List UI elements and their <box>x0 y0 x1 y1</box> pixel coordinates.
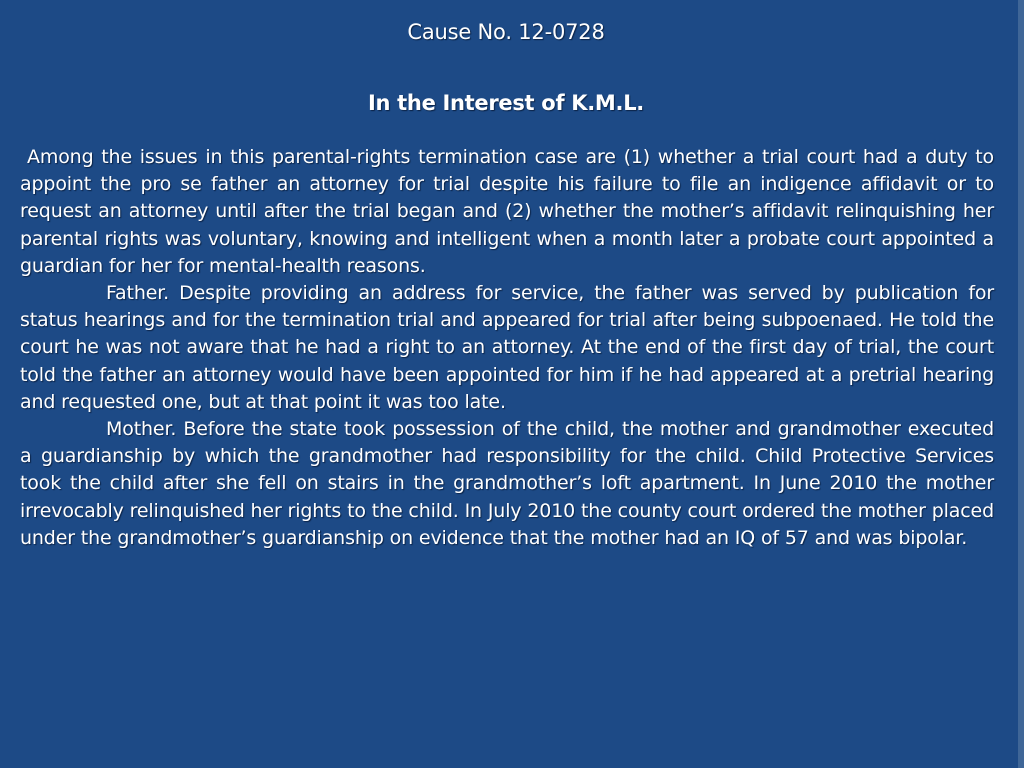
cause-number: Cause No. 12-0728 <box>407 20 605 44</box>
case-title: In the Interest of K.M.L. <box>368 91 644 115</box>
summary-paragraph-mother: Mother. Before the state took possession of the child, the mother and grandmother executed a guardianship by which the grandmother had responsibility for the child. Child Protective Services took the child after she fell on stairs in the grandmother’s loft apartment. In June 2010 the mother irrevocably relinquished her rights to the child. In July 2010 the county court ordered the mother placed under the grandmother’s guardianship on evidence that the mother had an IQ of 57 and was bipolar. <box>20 418 994 549</box>
slide-edge-strip <box>1018 0 1024 768</box>
summary-paragraph-father: Father. Despite providing an address for service, the father was served by publication for status hearings and for the termination trial and appeared for trial after being subpoenaed. He told the court he was not aware that he had a right to an attorney. At the end of the first day of trial, the court told the father an attorney would have been appointed for him if he had appeared at a pretrial hearing and requested one, but at that point it was too late. <box>20 282 994 413</box>
case-summary <box>20 144 994 552</box>
summary-paragraph-issues: Among the issues in this parental-rights termination case are (1) whether a trial court had a duty to appoint the pro se father an attorney for trial despite his failure to file an indigence affidavit or to request an attorney until after the trial began and (2) whether the mother’s affidavit relinquishing her parental rights was voluntary, knowing and intelligent when a month later a probate court appointed a guardian for her for mental-health reasons. <box>20 146 994 277</box>
